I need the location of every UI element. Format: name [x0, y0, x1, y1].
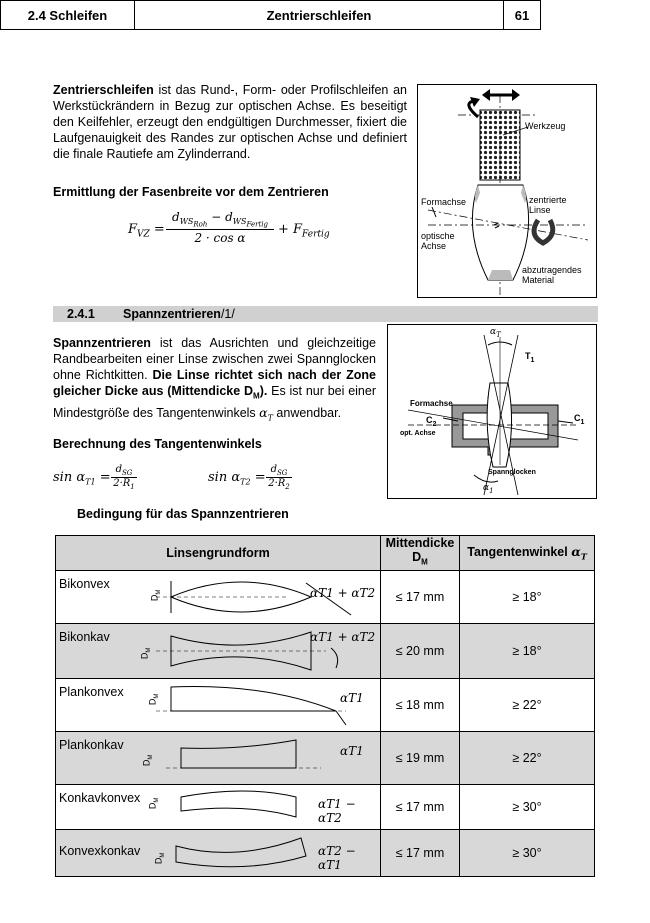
tangent-formula-1: $\sin \alpha_{T1}$ = $d_{SG}$ $2\cdot R_1$ — [53, 464, 193, 492]
fig2-spannglocken: Spannglocken — [488, 469, 536, 476]
label-material: Material — [522, 275, 555, 285]
section-label: 2.4 Schleifen — [1, 1, 135, 29]
figure-zentrierschleifen — [417, 84, 597, 298]
fasen-heading: Ermittlung der Fasenbreite vor dem Zentrieren — [53, 185, 329, 199]
fig2-alpha1: $\alpha_1$ — [483, 483, 494, 495]
angle-formula: αT2 − αT1 — [318, 843, 356, 872]
tangentenwinkel-value: ≥ 30° — [460, 784, 595, 829]
dm-label: $D_M$ — [141, 754, 155, 766]
angle-formula: αT1 + αT2 — [310, 585, 376, 600]
intro-term: Zentrierschleifen — [53, 83, 154, 97]
intro-paragraph — [53, 82, 407, 162]
col-mittendicke: Mittendicke $D_M$ — [381, 536, 460, 571]
section-241-bar — [53, 306, 598, 322]
lens-cell: Bikonkav $D_M$ αT1 + αT2 — [56, 623, 381, 678]
lens-cell: Plankonvex $D_M$ αT1 — [56, 678, 381, 731]
section-number: 2.4.1 — [67, 307, 95, 321]
fig2-c2: $C_2$ — [426, 415, 437, 428]
table-header-row — [56, 536, 595, 571]
label-linse: Linse — [529, 205, 551, 215]
dm-label: $D_M$ — [153, 852, 167, 864]
label-abzutragendes: abzutragendes — [522, 265, 582, 275]
table-row — [56, 623, 595, 678]
table-row — [56, 570, 595, 623]
fig2-c1: $C_1$ — [574, 413, 585, 426]
plankonvex-sketch — [146, 683, 366, 727]
fig2-alpha-t: $\alpha_T$ — [490, 327, 501, 339]
table-row — [56, 678, 595, 731]
angle-formula: αT1 — [340, 690, 364, 705]
lens-cell: Konvexkonkav $D_M$ αT2 − αT1 — [56, 829, 381, 876]
figure-spannzentrieren — [387, 324, 597, 499]
label-werkzeug: Werkzeug — [525, 121, 566, 131]
tangentenwinkel-value: ≥ 18° — [460, 570, 595, 623]
section-title: Spannzentrieren — [123, 307, 221, 321]
mittendicke-value: ≤ 20 mm — [381, 623, 460, 678]
bedingung-heading: Bedingung für das Spannzentrieren — [77, 507, 289, 521]
fasen-formula: $F_{VZ}$ = $d_{WS_{Roh}} - d_{WS_{Fertig}}$ 2 · cos α + $F_{Fertig}$ — [128, 210, 330, 245]
table-row — [56, 784, 595, 829]
fig2-opt-achse: opt. Achse — [400, 430, 436, 437]
table-row — [56, 829, 595, 876]
label-zentrierte: zentrierte — [529, 195, 567, 205]
table-row — [56, 731, 595, 784]
fig2-formachse: Formachse — [410, 399, 453, 408]
section-ref: /1/ — [220, 307, 235, 321]
label-optische: optische — [421, 231, 455, 241]
dm-label: $D_M$ — [147, 797, 161, 809]
lens-cell: Konkavkonvex $D_M$ αT1 − αT2 — [56, 784, 381, 829]
mittendicke-value: ≤ 17 mm — [381, 570, 460, 623]
mittendicke-value: ≤ 17 mm — [381, 784, 460, 829]
lens-cell: Bikonvex $D_M$ αT1 + αT2 — [56, 570, 381, 623]
bedingung-table — [55, 535, 595, 877]
plankonkav-sketch — [146, 736, 366, 780]
col-tangentenwinkel: Tangentenwinkel $\alpha_T$ — [460, 536, 595, 571]
spann-paragraph: Spannzentrieren ist das Ausrichten und gleichzeitige Randbearbeiten einer Linse zwischen zwei Spannglocken ohne Richtkitten. Die Linse richtet sich nach der Zone gleicher Dicke aus (Mittendicke $D_M$). Es ist nur bei einer Mindestgröße des Tangentenwinkels $\alpha_T$ anwendbar. — [53, 336, 376, 422]
tangentenwinkel-value: ≥ 18° — [460, 623, 595, 678]
angle-formula: αT1 + αT2 — [310, 629, 376, 644]
fig2-t1: $T_1$ — [525, 351, 535, 364]
angle-formula: αT1 − αT2 — [318, 796, 356, 825]
dm-label: $D_M$ — [147, 693, 161, 705]
dm-label: $D_M$ — [149, 589, 163, 601]
lens-cell: Plankonkav $D_M$ αT1 — [56, 731, 381, 784]
col-linsengrundform: Linsengrundform — [56, 536, 381, 571]
dm-label: $D_M$ — [139, 647, 153, 659]
page-title: Zentrierschleifen — [135, 1, 504, 29]
tangentenwinkel-value: ≥ 22° — [460, 678, 595, 731]
angle-formula: αT1 — [340, 743, 364, 758]
tangent-formula-2: $\sin \alpha_{T2}$ = $d_{SG}$ $2\cdot R_2$ — [208, 464, 348, 492]
intro-text: ist das Rund-, Form- oder Profilschleifen an Werkstückrändern in Bezug zur optischen Achse. Es beseitigt den Keilfehler, erzeugt den endgültigen Durchmesser, fixiert die Laufgenauigkeit des Randes zur optischen Achse und definiert die finale Rautiefe am Zylinderrand. — [53, 83, 407, 161]
tangentenwinkel-value: ≥ 22° — [460, 731, 595, 784]
page-header — [0, 0, 541, 30]
tangentenwinkel-value: ≥ 30° — [460, 829, 595, 876]
page-number: 61 — [514, 7, 530, 23]
mittendicke-value: ≤ 19 mm — [381, 731, 460, 784]
label-formachse: Formachse — [421, 197, 467, 207]
label-achse: Achse — [421, 241, 447, 251]
mittendicke-value: ≤ 17 mm — [381, 829, 460, 876]
mittendicke-value: ≤ 18 mm — [381, 678, 460, 731]
tangenten-heading: Berechnung des Tangentenwinkels — [53, 437, 262, 451]
